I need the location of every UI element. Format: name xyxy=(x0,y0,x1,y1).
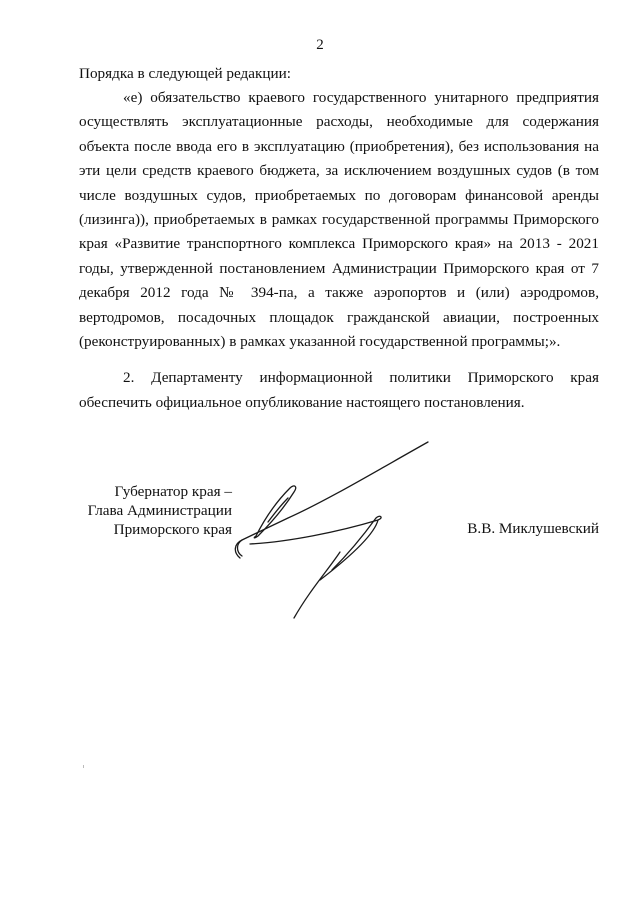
document-body xyxy=(79,86,599,415)
signatory-title xyxy=(60,482,232,539)
signatory-title-line: Приморского края xyxy=(113,521,232,538)
paragraph-amendment-e: «е) обязательство краевого государственного унитарного предприятия осуществлять эксплуатационные расходы, необходимые для содержания объекта после ввода его в эксплуатацию (приобретения), без использования на эти цели средств краевого бюджета, за исключением воздушных судов (в том числе воздушных судов, приобретаемых по договорам финансовой аренды (лизинга)), приобретаемых в рамках государственной программы Приморского края «Развитие транспортного комплекса Приморского края» на 2013 - 2021 годы, утвержденной постановлением Администрации Приморского края от 7 декабря 2012 года № 394-па, а также аэропортов и (или) аэродромов, вертодромов, посадочных площадок гражданской авиации, построенных (реконструированных) в рамках указанной государственной программы;». xyxy=(79,89,599,351)
paragraph-publication-order: 2. Департаменту информационной политики Приморского края обеспечить официальное опубликование настоящего постановления. xyxy=(79,369,599,411)
signatory-title-line: Глава Администрации xyxy=(87,502,232,519)
page-number: 2 xyxy=(316,37,324,53)
intro-line: Порядка в следующей редакции: xyxy=(79,65,291,82)
signatory-name: В.В. Миклушевский xyxy=(467,520,599,537)
scan-speck xyxy=(83,765,84,768)
signatory-title-line: Губернатор края – xyxy=(114,483,232,500)
handwritten-signature xyxy=(228,440,448,620)
